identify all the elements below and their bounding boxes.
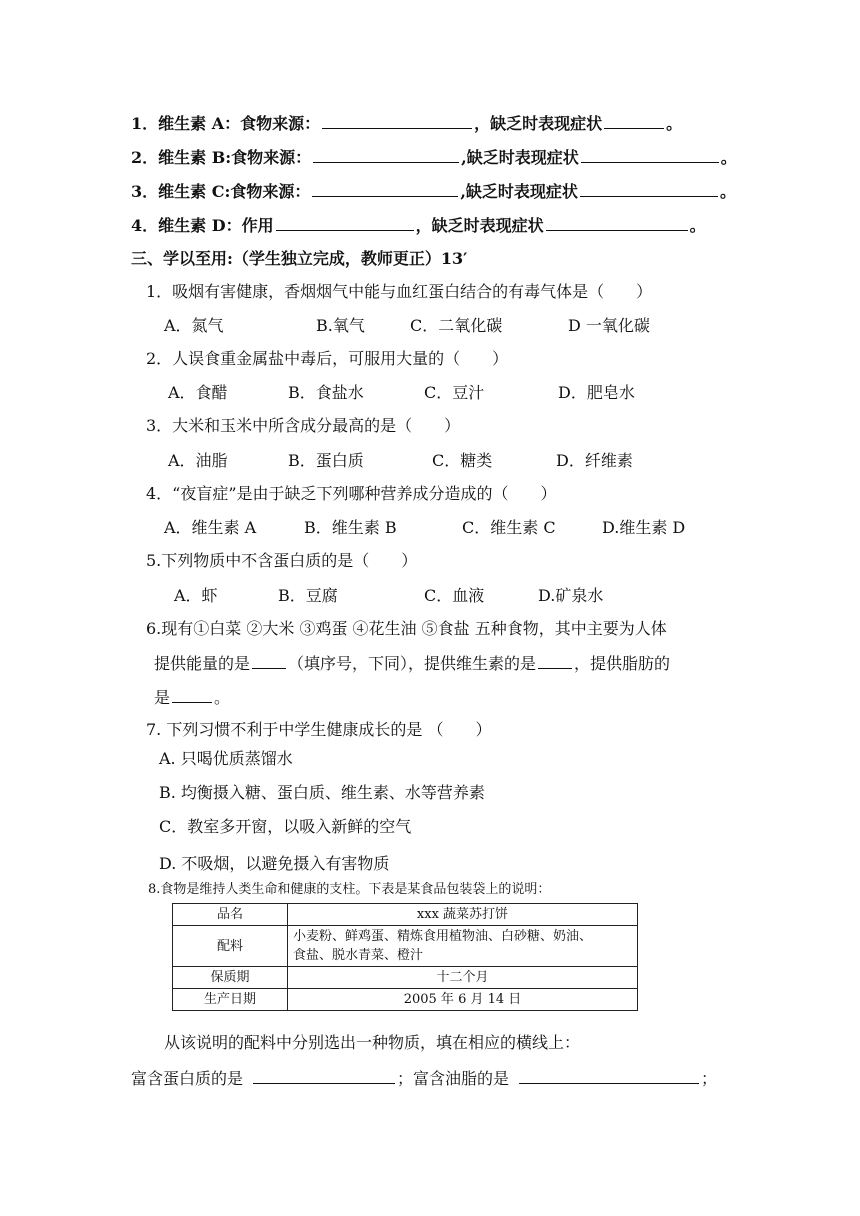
q1-option-d[interactable]: D 一氧化碳: [568, 316, 650, 335]
q6-line2: [154, 652, 670, 675]
vitamin-c-end: 。: [719, 182, 736, 201]
vitamin-d-prefix: 4．维生素 D：作用: [131, 216, 274, 235]
q6-energy-label: 提供能量的是: [154, 654, 251, 673]
q8-fat-blank[interactable]: [519, 1067, 699, 1084]
q8-protein-blank[interactable]: [253, 1067, 395, 1084]
vitamin-b-symptom-blank[interactable]: [581, 146, 719, 163]
q3-option-d[interactable]: D．纤维素: [556, 451, 633, 470]
vitamin-c-source-blank[interactable]: [312, 180, 458, 197]
q2-option-a[interactable]: A．食醋: [168, 383, 228, 402]
q4-stem: 4．“夜盲症”是由于缺乏下列哪种营养成分造成的（ ）: [146, 484, 557, 503]
vitamin-b-source-blank[interactable]: [313, 146, 459, 163]
table-row: [173, 926, 638, 967]
q6-vitamin-label: （填序号，下同），提供维生素的是: [288, 654, 537, 673]
q2-option-c[interactable]: C．豆汁: [424, 383, 485, 402]
ingredients-line2: 食盐、脱水青菜、橙汁: [293, 948, 424, 963]
vitamin-c-symptom-blank[interactable]: [580, 180, 718, 197]
vitamin-d-function-blank[interactable]: [276, 214, 414, 231]
q8-instruction: 从该说明的配料中分别选出一种物质，填在相应的横线上：: [164, 1033, 581, 1052]
table-value-ingredients: [288, 926, 638, 967]
vitamin-b-mid: ,缺乏时表现症状: [461, 148, 579, 167]
vitamin-c-prefix: 3．维生素 C:食物来源：: [131, 182, 311, 201]
vitamin-a-prefix: 1．维生素 A：食物来源：: [131, 114, 321, 133]
q4-option-c[interactable]: C．维生素 C: [462, 518, 556, 537]
table-key: 生产日期: [173, 989, 288, 1011]
vitamin-d-mid: ，缺乏时表现症状: [415, 216, 544, 235]
vitamin-b-line: [131, 146, 737, 169]
table-value: 十二个月: [288, 967, 638, 989]
q6-fat-blank[interactable]: [172, 686, 212, 703]
q1-option-b[interactable]: B.氧气: [316, 316, 365, 335]
vitamin-d-line: [131, 214, 706, 237]
q1-option-c[interactable]: C．二氧化碳: [410, 316, 503, 335]
q5-option-c[interactable]: C．血液: [424, 586, 485, 605]
q8-fill-end: ；: [701, 1069, 718, 1088]
q7-option-d[interactable]: D. 不吸烟，以避免摄入有害物质: [159, 854, 390, 873]
table-row: [173, 967, 638, 989]
vitamin-a-source-blank[interactable]: [322, 112, 472, 129]
q6-line3: [154, 686, 230, 709]
table-value: 2005 年 6 月 14 日: [288, 989, 638, 1011]
q2-stem: 2．人误食重金属盐中毒后，可服用大量的（ ）: [146, 349, 509, 368]
q2-option-d[interactable]: D．肥皂水: [558, 383, 635, 402]
q7-stem: 7. 下列习惯不利于中学生健康成长的是 （ ）: [146, 720, 492, 739]
q3-option-c[interactable]: C．糖类: [432, 451, 493, 470]
vitamin-c-mid: ,缺乏时表现症状: [460, 182, 578, 201]
q4-option-d[interactable]: D.维生素 D: [602, 518, 686, 537]
q6-line1: 6.现有①白菜 ②大米 ③鸡蛋 ④花生油 ⑤食盐 五种食物，其中主要为人体: [146, 619, 667, 638]
q7-option-b[interactable]: B. 均衡摄入糖、蛋白质、维生素、水等营养素: [159, 783, 485, 802]
table-key: 保质期: [173, 967, 288, 989]
q7-option-c[interactable]: C．教室多开窗，以吸入新鲜的空气: [159, 817, 412, 836]
vitamin-b-end: 。: [720, 148, 737, 167]
q5-option-d[interactable]: D.矿泉水: [538, 586, 604, 605]
q5-option-b[interactable]: B．豆腐: [278, 586, 338, 605]
q3-option-b[interactable]: B．蛋白质: [288, 451, 364, 470]
q7-option-a[interactable]: A. 只喝优质蒸馏水: [159, 749, 293, 768]
q6-fat-prefix: 是: [154, 688, 171, 707]
table-key: 配料: [173, 926, 288, 967]
q5-stem: 5.下列物质中不含蛋白质的是（ ）: [146, 551, 418, 570]
q8-stem: 8.食物是维持人类生命和健康的支柱。下表是某食品包装袋上的说明：: [148, 882, 551, 897]
vitamin-b-prefix: 2．维生素 B:食物来源：: [131, 148, 312, 167]
ingredients-line1: 小麦粉、鲜鸡蛋、精炼食用植物油、白砂糖、奶油、: [293, 929, 593, 944]
q8-protein-label: 富含蛋白质的是: [131, 1069, 244, 1088]
vitamin-a-symptom-blank[interactable]: [604, 112, 664, 129]
q6-fat-label: ，提供脂肪的: [574, 654, 671, 673]
q3-stem: 3．大米和玉米中所含成分最高的是（ ）: [146, 416, 461, 435]
q8-fill-line: [131, 1067, 717, 1090]
q8-fat-label: ；富含油脂的是: [397, 1069, 510, 1088]
food-label-table: [172, 903, 638, 1011]
q6-vitamin-blank[interactable]: [538, 652, 572, 669]
q6-end: 。: [214, 688, 231, 707]
vitamin-a-mid: ，缺乏时表现症状: [474, 114, 603, 133]
table-value: xxx 蔬菜苏打饼: [288, 904, 638, 926]
table-row: [173, 904, 638, 926]
vitamin-d-symptom-blank[interactable]: [546, 214, 688, 231]
vitamin-a-end: 。: [666, 114, 683, 133]
q4-option-a[interactable]: A．维生素 A: [164, 518, 257, 537]
section-title: 三、学以至用:（学生独立完成，教师更正）13′: [131, 249, 468, 268]
q1-stem: 1．吸烟有害健康，香烟烟气中能与血红蛋白结合的有毒气体是（ ）: [146, 282, 653, 301]
q4-option-b[interactable]: B．维生素 B: [304, 518, 397, 537]
q6-energy-blank[interactable]: [252, 652, 286, 669]
vitamin-c-line: [131, 180, 736, 203]
q3-option-a[interactable]: A．油脂: [168, 451, 228, 470]
q5-option-a[interactable]: A．虾: [174, 586, 218, 605]
q2-option-b[interactable]: B．食盐水: [288, 383, 364, 402]
table-row: [173, 989, 638, 1011]
vitamin-a-line: [131, 112, 682, 135]
vitamin-d-end: 。: [689, 216, 706, 235]
table-key: 品名: [173, 904, 288, 926]
q1-option-a[interactable]: A．氮气: [164, 316, 224, 335]
